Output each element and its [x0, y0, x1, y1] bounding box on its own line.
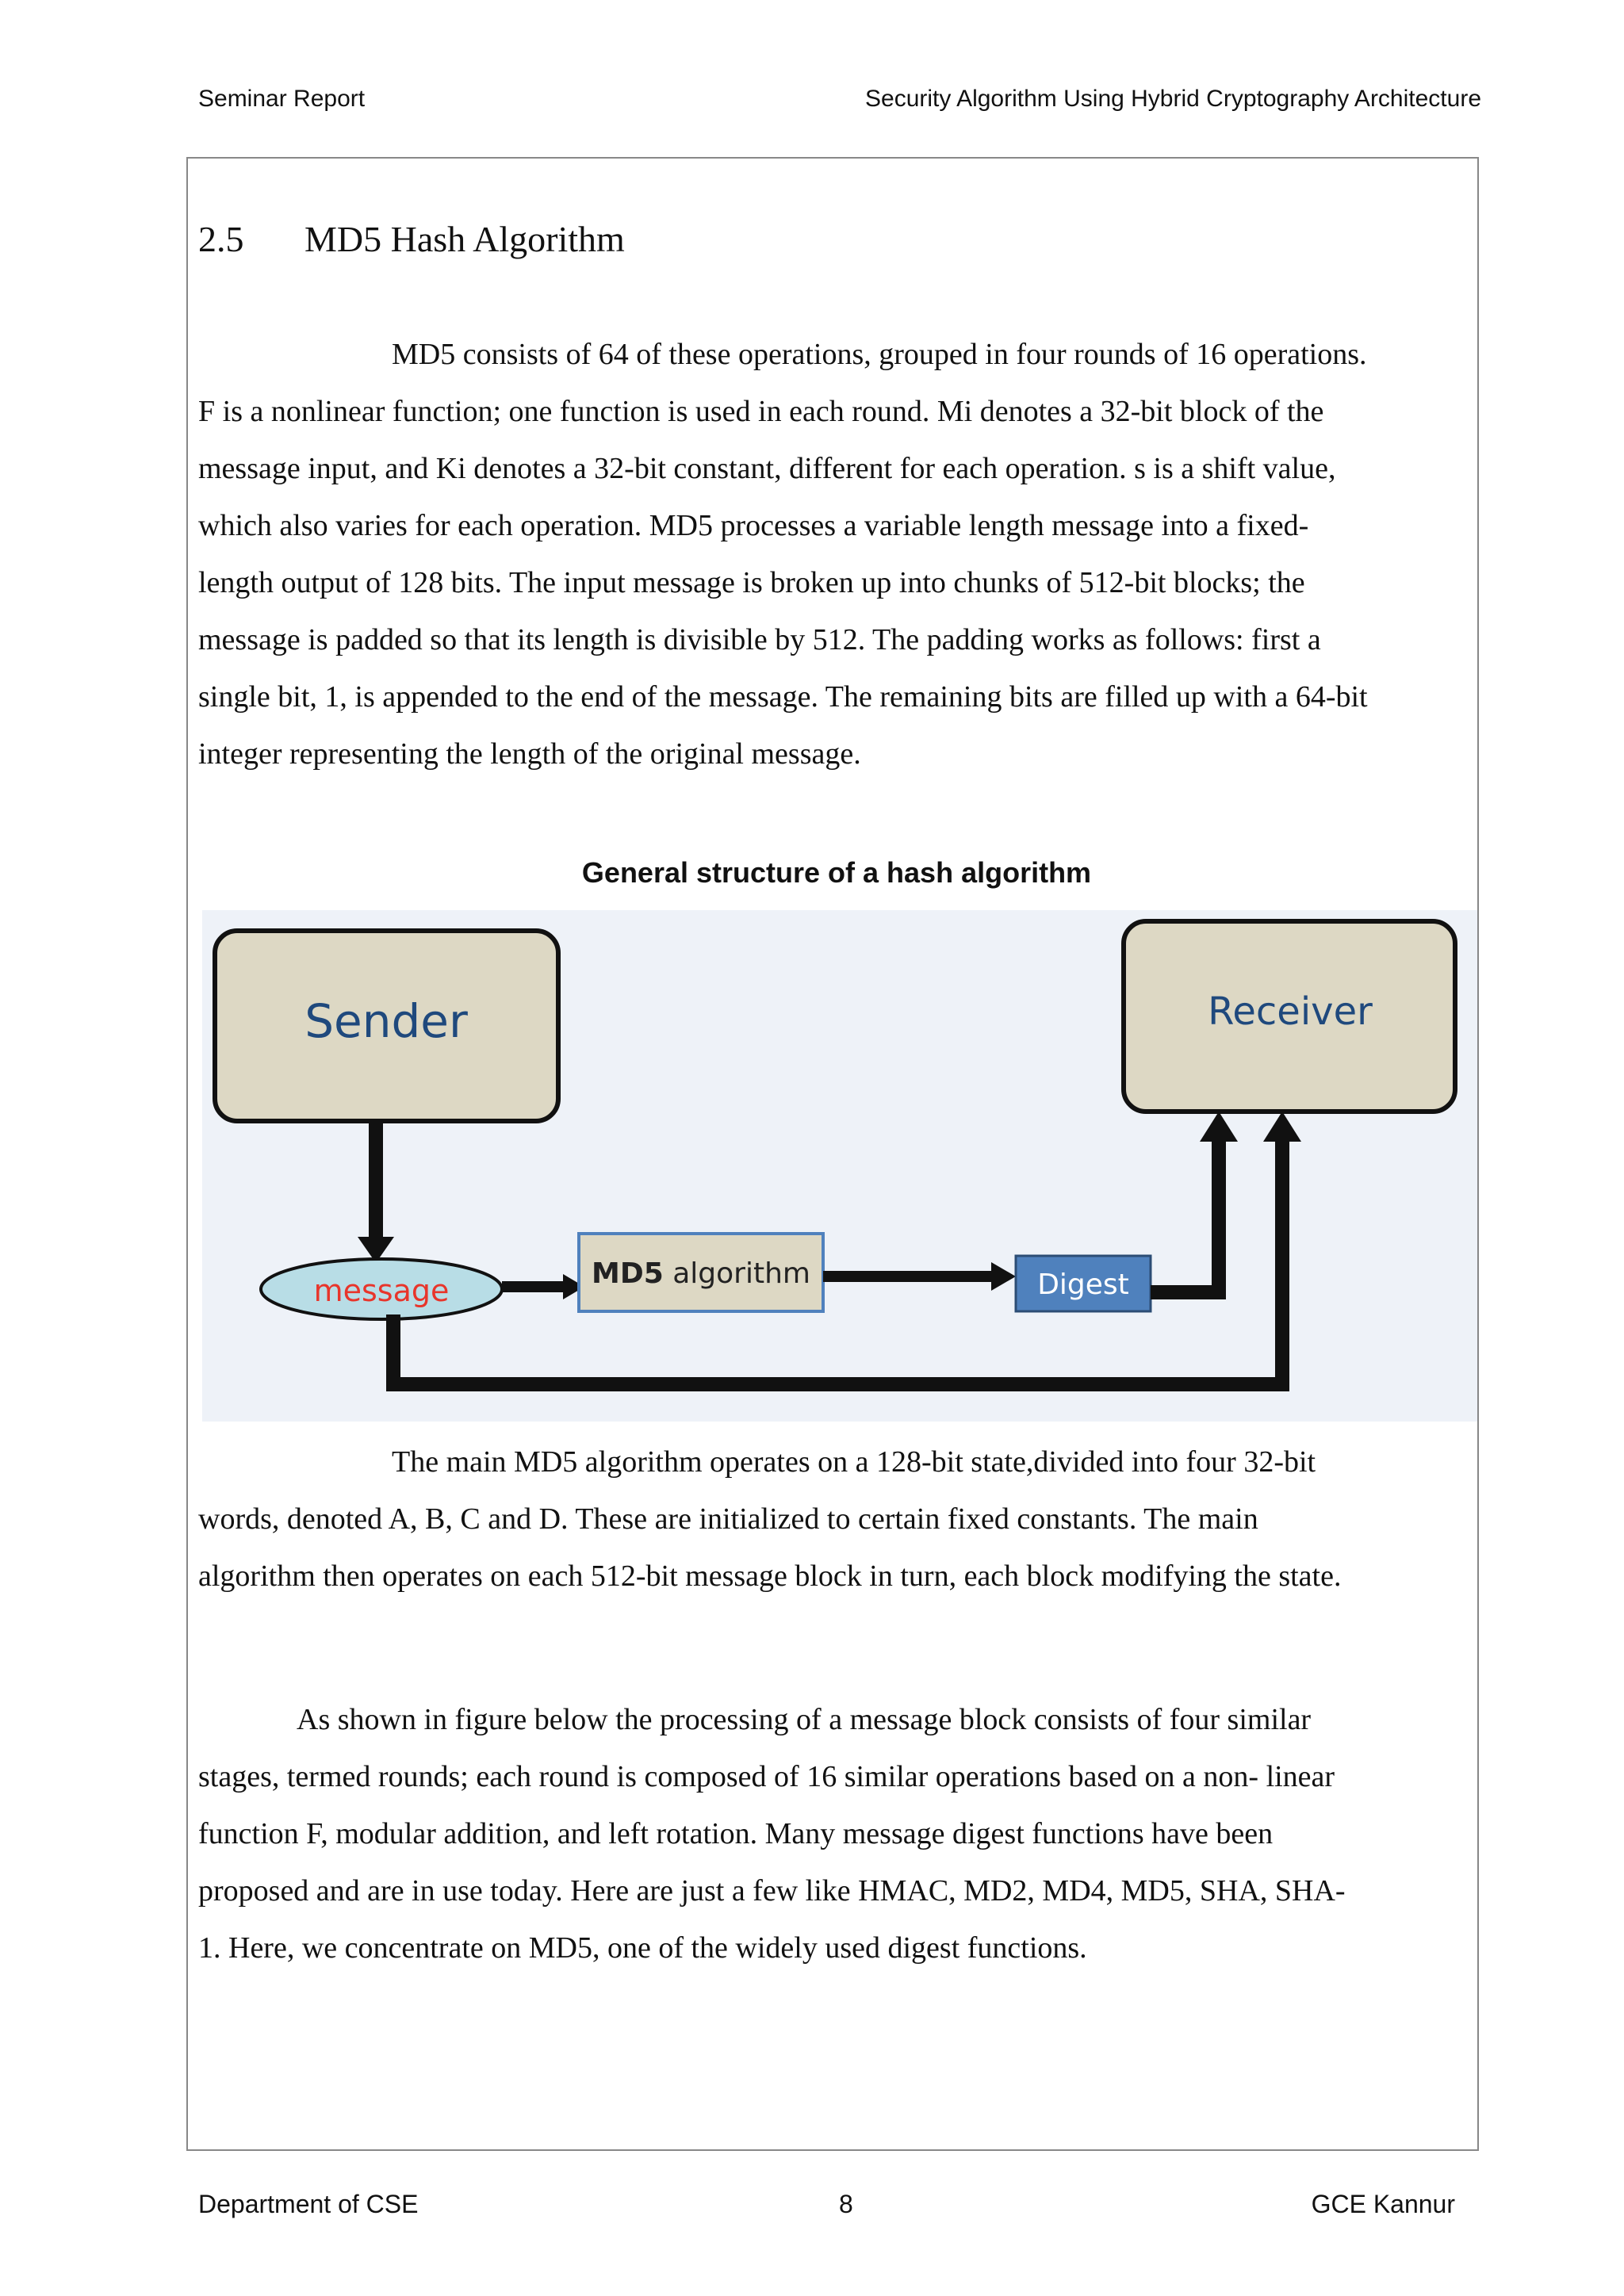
paragraph-line: message is padded so that its length is divisible by 512. The padding works as follows: first a — [198, 623, 1321, 656]
diagram-canvas — [202, 910, 1477, 1422]
section-heading — [198, 218, 625, 260]
paragraph-md5-operations — [198, 326, 1475, 783]
md5-rest-text: algorithm — [663, 1257, 810, 1290]
header-right: Security Algorithm Using Hybrid Cryptography Architecture — [865, 86, 1481, 112]
header-left: Seminar Report — [198, 86, 366, 112]
paragraph-line: 1. Here, we concentrate on MD5, one of the widely used digest functions. — [198, 1931, 1087, 1965]
paragraph-line: which also varies for each operation. MD5 processes a variable length message into a fixed- — [198, 509, 1309, 542]
digest-label: Digest — [1037, 1269, 1129, 1301]
paragraph-line: F is a nonlinear function; one function is used in each round. Mi denotes a 32-bit block of the — [198, 395, 1324, 428]
footer-right: GCE Kannur — [1311, 2190, 1455, 2218]
message-label: message — [313, 1273, 450, 1308]
paragraph-line: As shown in figure below the processing of a message block consists of four similar — [297, 1703, 1312, 1736]
paragraph-line: words, denoted A, B, C and D. These are initialized to certain fixed constants. The main — [198, 1502, 1258, 1536]
paragraph-md5-state — [198, 1433, 1475, 1605]
section-title: MD5 Hash Algorithm — [304, 219, 625, 259]
paragraph-line: single bit, 1, is appended to the end of the message. The remaining bits are filled up with a 64-bit — [198, 680, 1368, 714]
receiver-label: Receiver — [1208, 989, 1373, 1034]
paragraph-md5-rounds — [198, 1691, 1475, 1976]
paragraph-line: algorithm then operates on each 512-bit message block in turn, each block modifying the state. — [198, 1559, 1342, 1593]
section-number: 2.5 — [198, 219, 244, 259]
footer-left: Department of CSE — [198, 2190, 419, 2218]
paragraph-line: length output of 128 bits. The input message is broken up into chunks of 512-bit blocks; the — [198, 566, 1305, 599]
md5-bold-text: MD5 — [592, 1257, 664, 1290]
hash-structure-diagram — [202, 910, 1477, 1422]
paragraph-line: MD5 consists of 64 of these operations, grouped in four rounds of 16 operations. — [392, 338, 1367, 371]
paragraph-line: function F, modular addition, and left rotation. Many message digest functions have been — [198, 1817, 1274, 1850]
paragraph-line: stages, termed rounds; each round is composed of 16 similar operations based on a non- linear — [198, 1760, 1335, 1793]
md5-algorithm-label — [592, 1257, 810, 1290]
paragraph-line: proposed and are in use today. Here are just a few like HMAC, MD2, MD4, MD5, SHA, SHA- — [198, 1874, 1346, 1908]
figure-caption: General structure of a hash algorithm — [581, 856, 1092, 889]
paragraph-line: message input, and Ki denotes a 32-bit constant, different for each operation. s is a shift value, — [198, 452, 1336, 485]
paragraph-line: integer representing the length of the original message. — [198, 737, 861, 771]
sender-label: Sender — [304, 994, 468, 1048]
paragraph-line: The main MD5 algorithm operates on a 128-bit state,divided into four 32-bit — [392, 1445, 1316, 1479]
page-number: 8 — [839, 2190, 853, 2218]
